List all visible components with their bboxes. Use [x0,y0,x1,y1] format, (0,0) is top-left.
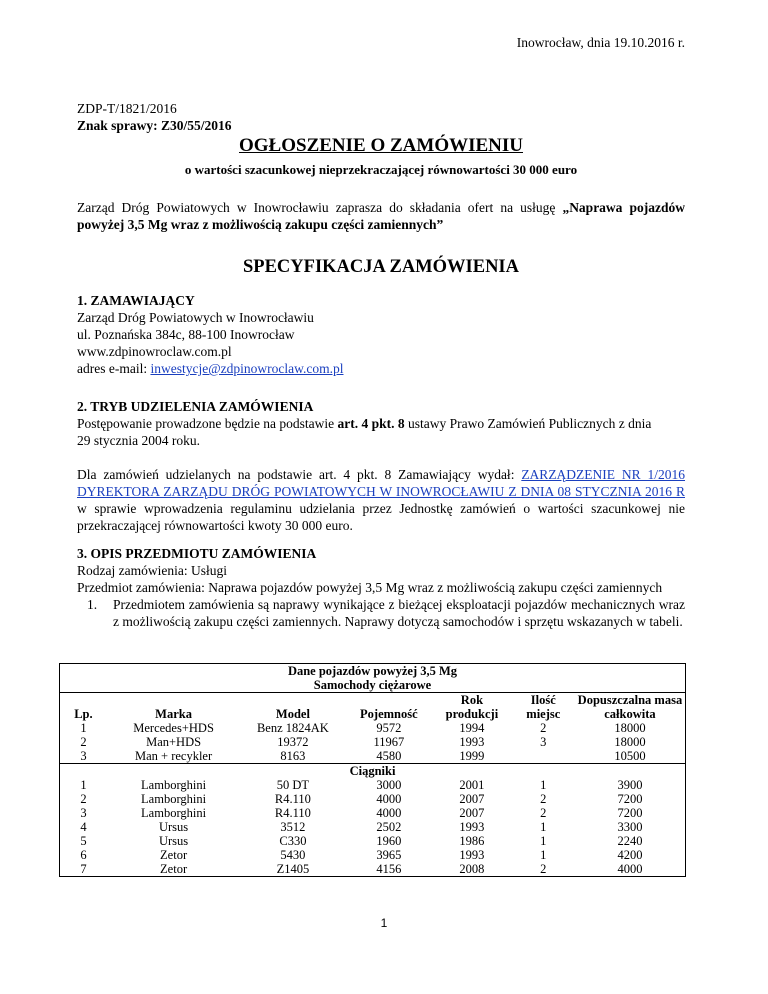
cell-ilosc: 1 [540,848,547,862]
cell-masa: 4000 [617,862,643,876]
trucks-rows [60,721,686,764]
col-header-pojemnosc: Pojemność [360,707,418,721]
table-section-trucks: Samochody ciężarowe [60,678,686,693]
cell-masa: 7200 [617,806,643,820]
cell-ilosc [512,749,575,764]
cell-pojemnosc: 9572 [376,721,402,735]
table-row [60,721,686,735]
cell-pojemnosc: 1960 [376,834,402,848]
col-header-rok: Rok produkcji [445,693,499,721]
cell-model: C330 [279,834,307,848]
cell-ilosc: 1 [540,820,547,834]
cell-marka: Lamborghini [141,778,207,792]
page-number: 1 [380,916,388,930]
cell-model: 19372 [277,735,309,749]
cell-model: Benz 1824AK [256,721,329,735]
reference-number: ZDP-T/1821/2016 [77,101,177,116]
procedure-text: Postępowanie prowadzone będzie na podstawie [77,416,338,431]
cell-model: 50 DT [276,778,310,792]
regulation-link[interactable]: ZARZĄDZENIE NR 1/2016 DYREKTORA ZARZĄDU DRÓG POWIATOWYCH W INOWROCŁAWIU Z DNIA 08 STYCZNIA 2016 R [77,467,686,499]
section-heading: 1. ZAMAWIAJĄCY [77,293,195,308]
table-row [60,792,686,806]
cell-pojemnosc: 4580 [376,749,402,763]
orderer-name: Zarząd Dróg Powiatowych w Inowrocławiu [77,310,314,325]
section-description [77,545,685,630]
cell-rok: 1994 [459,721,485,735]
cell-pojemnosc: 4000 [376,792,402,806]
col-header-ilosc: Ilość miejsc [526,693,561,721]
cell-marka: Ursus [158,820,189,834]
cell-masa: 3900 [617,778,643,792]
orderer-website: www.zdpinowroclaw.com.pl [77,344,232,359]
table-header-row [60,693,686,722]
col-header-model: Model [275,707,310,721]
list-item [87,596,685,630]
cell-marka: Lamborghini [141,806,207,820]
cell-lp: 6 [80,848,87,862]
cell-model: 3512 [280,820,306,834]
orderer-email-line [77,360,685,377]
cell-rok: 2008 [459,862,485,876]
list-item-number: 1. [87,597,98,612]
vehicle-table [59,663,686,877]
table-row [60,749,686,764]
page-subtitle: o wartości szacunkowej nieprzekraczającej równowartości 30 000 euro [184,162,578,177]
procedure-paragraph [77,415,662,449]
spec-title: SPECYFIKACJA ZAMÓWIENIA [243,257,519,277]
cell-masa: 7200 [617,792,643,806]
table-row [60,848,686,862]
cell-marka: Lamborghini [141,792,207,806]
cell-rok: 1986 [459,834,485,848]
col-header-marka: Marka [155,707,192,721]
cell-lp: 1 [80,778,87,792]
procedure-article: art. 4 pkt. 8 [337,416,405,431]
col-header-lp: Lp. [74,707,93,721]
cell-masa: 18000 [614,721,646,735]
section-heading: 3. OPIS PRZEDMIOTU ZAMÓWIENIA [77,546,317,561]
cell-pojemnosc: 2502 [376,820,402,834]
tractors-rows [60,778,686,877]
cell-model: R4.110 [274,792,311,806]
cell-pojemnosc: 4156 [376,862,402,876]
cell-pojemnosc: 4000 [376,806,402,820]
cell-pojemnosc: 3000 [376,778,402,792]
cell-model: Z1405 [276,862,310,876]
cell-rok: 1993 [459,735,485,749]
table-row [60,735,686,749]
table-row [60,862,686,877]
cell-marka: Man+HDS [146,735,202,749]
email-link[interactable]: inwestycje@zdpinowroclaw.com.pl [150,361,344,376]
cell-ilosc: 2 [540,721,547,735]
cell-rok: 1993 [459,848,485,862]
intro-paragraph [77,199,685,233]
table-row [60,778,686,792]
order-type: Rodzaj zamówienia: Usługi [77,563,227,578]
case-mark: Znak sprawy: Z30/55/2016 [77,118,232,133]
list-item-text: Przedmiotem zamówienia są naprawy wynikające z bieżącej eksploatacji pojazdów mechanicznych wraz z możliwością zakupu części zamiennych. Naprawy dotyczą samochodów i sprzętu wskazanych w tabeli. [113,597,685,629]
cell-masa: 4200 [617,848,643,862]
col-header-masa: Dopuszczalna masa całkowita [577,693,683,721]
cell-marka: Mercedes+HDS [133,721,214,735]
cell-marka: Man + recykler [134,749,213,763]
cell-marka: Zetor [160,848,188,862]
cell-ilosc: 2 [540,792,547,806]
intro-service-name: „Naprawa pojazdów powyżej 3,5 Mg wraz z możliwością zakupu części zamiennych” [77,200,685,232]
cell-rok: 2001 [459,778,485,792]
cell-pojemnosc: 3965 [376,848,402,862]
section-procedure [77,398,685,449]
page-title: OGŁOSZENIE O ZAMÓWIENIU [239,135,523,156]
cell-ilosc: 1 [540,778,547,792]
cell-marka: Ursus [158,834,189,848]
cell-lp: 2 [80,792,87,806]
section-heading: 2. TRYB UDZIELENIA ZAMÓWIENIA [77,399,314,414]
cell-lp: 7 [80,862,87,876]
cell-rok: 1993 [459,820,485,834]
cell-rok: 1999 [459,749,485,763]
table-row [60,834,686,848]
cell-ilosc: 1 [540,834,547,848]
cell-lp: 3 [80,806,87,820]
cell-masa: 3300 [617,820,643,834]
table-section-tractors: Ciągniki [349,764,396,778]
table-row [60,806,686,820]
cell-lp: 2 [80,735,87,749]
cell-lp: 4 [80,820,87,834]
section-orderer [77,292,685,377]
cell-masa: 2240 [617,834,643,848]
procedure-text-end: ustawy Prawo Zamówień Publicznych z dnia 29 stycznia 2004 roku. [77,416,652,448]
cell-lp: 5 [80,834,87,848]
date-line: Inowrocław, dnia 19.10.2016 r. [516,35,685,50]
order-subject: Przedmiot zamówienia: Naprawa pojazdów powyżej 3,5 Mg wraz z możliwością zakupu części zamiennych [77,580,663,595]
cell-lp: 1 [80,721,87,735]
regulation-text: Dla zamówień udzielanych na podstawie art. 4 pkt. 8 Zamawiający wydał: [77,467,522,482]
cell-model: R4.110 [274,806,311,820]
cell-ilosc: 3 [540,735,547,749]
cell-masa: 18000 [614,735,646,749]
cell-model: 8163 [280,749,306,763]
cell-lp: 3 [80,749,87,763]
cell-rok: 2007 [459,806,485,820]
cell-ilosc: 2 [540,862,547,876]
email-label: adres e-mail: [77,361,151,376]
orderer-address: ul. Poznańska 384c, 88-100 Inowrocław [77,327,295,342]
cell-pojemnosc: 11967 [373,735,405,749]
table-title: Dane pojazdów powyżej 3,5 Mg [60,664,686,679]
intro-text: Zarząd Dróg Powiatowych w Inowrocławiu zaprasza do składania ofert na usługę [77,200,563,215]
cell-marka: Zetor [160,862,188,876]
cell-ilosc: 2 [540,806,547,820]
cell-masa: 10500 [614,749,646,763]
cell-model: 5430 [280,848,306,862]
cell-rok: 2007 [459,792,485,806]
regulation-text-end: w sprawie wprowadzenia regulaminu udzielania przez Jednostkę zamówień o wartości szacunkowej nie przekraczającej równowartości kwoty 30 000 euro. [77,501,685,533]
regulation-paragraph [77,466,685,534]
table-row [60,820,686,834]
